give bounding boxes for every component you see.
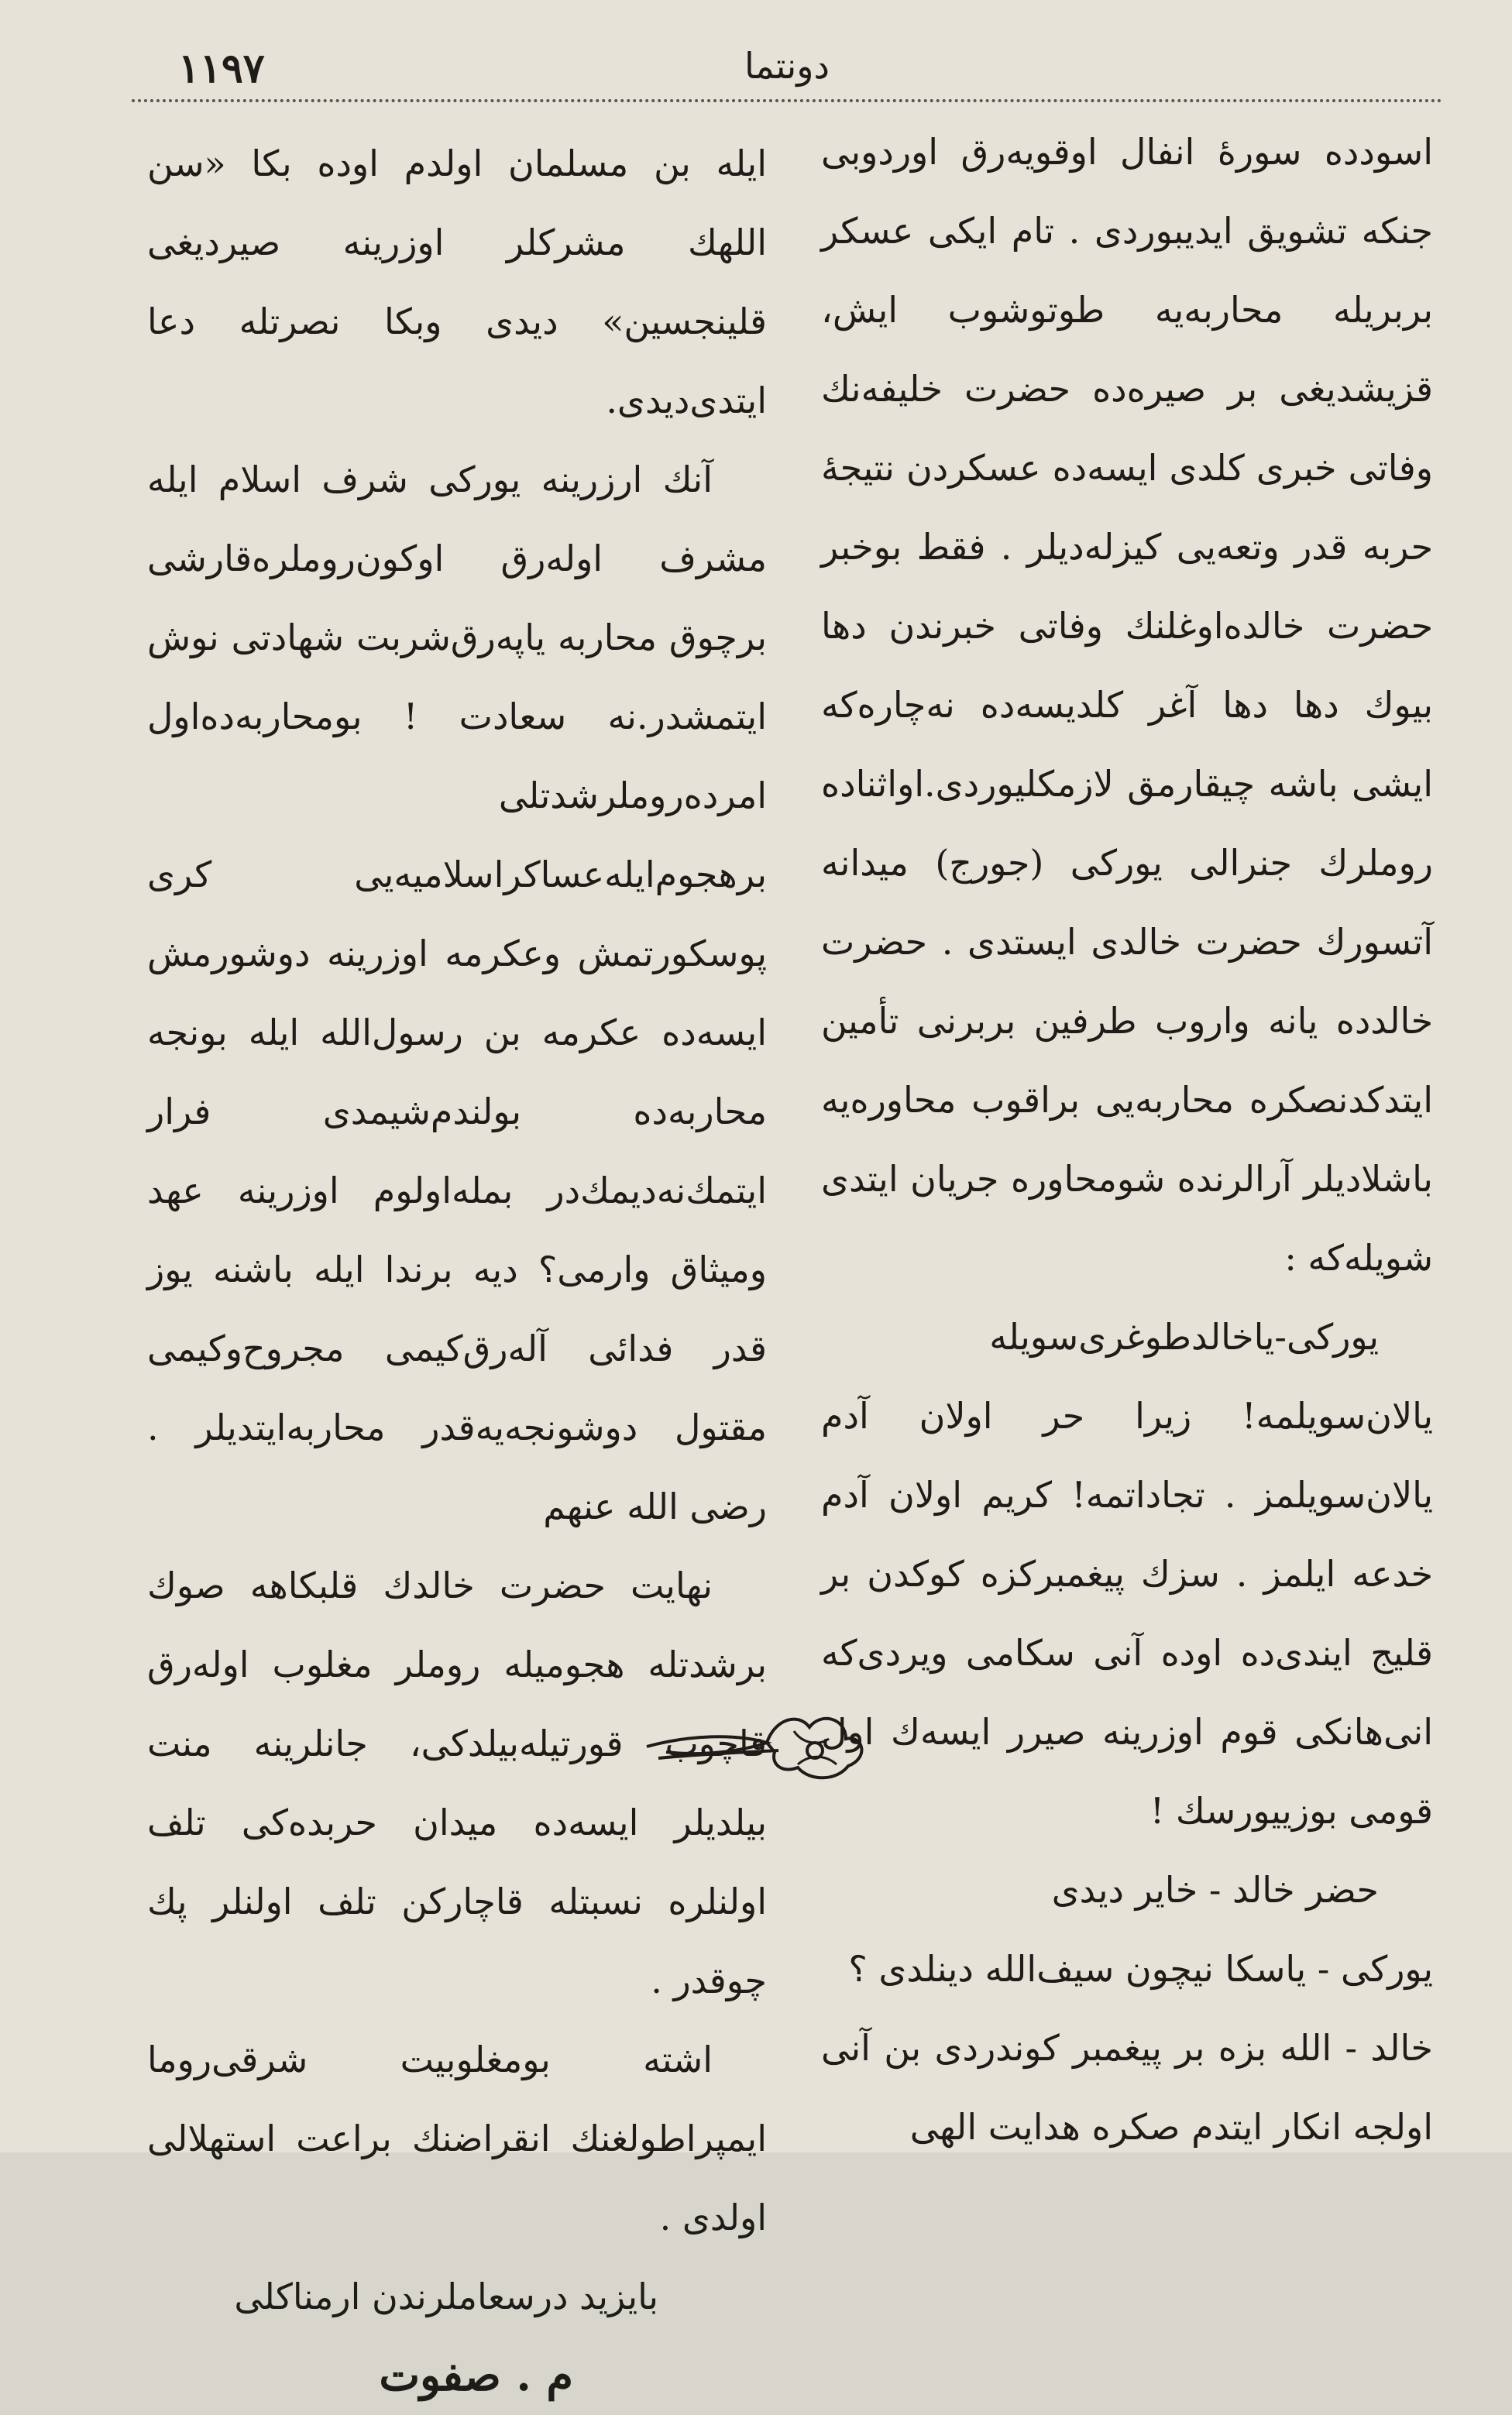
dialogue-line: خالد - الله بزه بر پیغمبر کوندردی بن آنی اولجه انکار ایتدم صکره هدایت الهی (821, 2027, 1433, 2148)
dialogue-line: حضر خالد - خایر دیدی (1051, 1869, 1379, 1911)
right-column (821, 112, 1433, 2166)
page-number: ۱۱۹۷ (178, 45, 265, 92)
floral-vignette-icon (643, 1704, 875, 1789)
left-column (147, 124, 767, 2415)
dialogue-line: یورکی - یاسکا نیچون سیف‌الله دینلدی ؟ (848, 1948, 1433, 1990)
signature-place: بایزید درسعاملرندن ارمناکلی (234, 2276, 658, 2317)
paragraph: اشته بومغلوبیت شرقی‌روما ایمپراطولغنك انقراضنك براعت استهلالی اولدی . (147, 2039, 767, 2238)
paragraph: آنك ارزرینه یورکی شرف اسلام ایله مشرف اوله‌رق اوکون‌روملره‌قارشی برچوق محاربه یاپه‌رق‌شربت شهادتی نوش ایتمشدر.نه سعادت ! بومحاربه‌ده‌اول امرده‌روملرشدتلی برهجوم‌ایله‌عساکراسلامیه‌یی کری پوسکورتمش وعکرمه اوزرینه دوشورمش ایسه‌ده عکرمه بن رسول‌الله ایله بونجه محاربه‌ده بولندم‌شیمدی فرار ایتمك‌نه‌دیمك‌در بمله‌اولوم اوزرینه عهد ومیثاق وارمی؟ دیه برندا ایله باشنه یوز قدر فدائی آله‌رق‌کیمی مجروح‌وکیمی مقتول دوشونجه‌یه‌قدر محاربه‌ایتدیلر . رضی الله عنهم (147, 459, 767, 1527)
paragraph: ایله بن مسلمان اولدم اوده بکا «سن اللهك مشرکلر اوزرینه صیردیغی قلینجسین» دیدی وبکا نصرتله دعا ایتدی‌دیدی. (147, 143, 767, 421)
header-divider (132, 99, 1442, 102)
paragraph: نهایت حضرت خالدك قلبکاهه صوك برشدتله هجومیله روملر مغلوب اوله‌رق قاچوب قورتیله‌بیلدکی، جانلرینه منت بیلدیلر ایسه‌ده میدان حربده‌کی تلف اولنلره نسبتله قاچارکن تلف اولنلر پك چوقدر . (147, 1565, 767, 2001)
paragraph: یورکی-یاخالدطوغری‌سویله یالان‌سویلمه! زیرا حر اولان آدم یالان‌سویلمز . تجاداتمه! کریم اولان آدم خدعه ایلمز . سزك پیغمبرکزه کوکدن بر قلیج ایندی‌ده اوده آنی سکامی ویردی‌که انی‌هانکی قوم اوزرینه صیرر ایسه‌ك اول قومی بوزییورسك ! (821, 1316, 1433, 1832)
page-header (132, 40, 1442, 102)
paragraph: اسودده سورۀ انفال اوقویه‌رق اوردوبی جنکه تشویق ایدیبوردی . تام ایکی عسکر بربریله محاربه‌یه طوتوشوب ایش، قزیشدیغی بر صیره‌ده حضرت خلیفه‌نك وفاتی خبری کلدی ایسه‌ده عسکردن نتیجۀ حربه قدر وتعه‌یی کیزله‌دیلر . فقط بوخبر حضرت خالده‌اوغلنك وفاتی خبرندن دها بیوك دها دها آغر کلدیسه‌ده نه‌چاره‌که ایشی باشه چیقارمق لازمکلیوردی.اواثناده روملرك جنرالی یورکی (جورج) میدانه آتسورك حضرت خالدی ایستدی . حضرت خالدده یانه واروب طرفین بربرنی تأمین ایتدکدنصکره محاربه‌یی براقوب محاوره‌یه باشلادیلر آرالرنده شومحاوره جریان ایتدی شویله‌که : (821, 131, 1433, 1279)
signature-name: م . صفوت (379, 2350, 573, 2401)
running-title: دونتما (744, 45, 830, 87)
